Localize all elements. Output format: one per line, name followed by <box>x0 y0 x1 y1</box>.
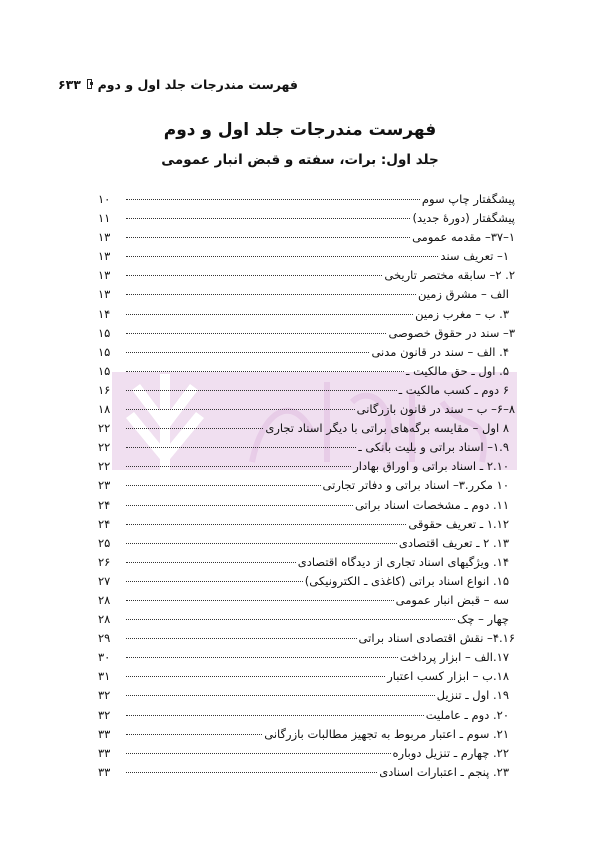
toc-entry[interactable] <box>98 247 515 266</box>
dot-leader <box>126 524 406 525</box>
toc-entry-page-number: ۱۵ <box>98 344 111 359</box>
dot-leader <box>126 466 351 467</box>
toc-entry-title: ۳. ب – مغرب زمین <box>415 306 509 321</box>
dot-leader <box>126 734 262 735</box>
toc-entry-title: ۱۵. انواع اسناد براتی (کاغذی ـ الکترونیکی) <box>304 573 509 588</box>
toc-entry[interactable] <box>98 438 515 457</box>
toc-entry-page-number: ۲۲ <box>98 421 111 436</box>
toc-entry-title: ۲. ۲– سابقه مختصر تاریخی <box>384 268 515 283</box>
toc-entry[interactable] <box>98 400 515 419</box>
toc-entry-page-number: ۱۸ <box>98 402 111 417</box>
toc-entry-page-number: ۳۰ <box>98 650 111 665</box>
toc-entry[interactable] <box>98 381 515 400</box>
toc-entry-title: ۲۱. سوم ـ اعتبار مربوط به تجهیز مطالبات بازرگانی <box>264 726 509 741</box>
toc-entry[interactable] <box>98 305 515 324</box>
toc-entry[interactable] <box>98 572 515 591</box>
dot-leader <box>126 199 420 200</box>
toc-entry[interactable] <box>98 457 515 476</box>
page-title: فهرست مندرجات جلد اول و دوم <box>163 120 437 140</box>
toc-entry-title: چهار – چک <box>457 612 509 627</box>
dot-leader <box>126 275 382 276</box>
toc-entry[interactable] <box>98 476 515 495</box>
dot-leader <box>126 600 394 601</box>
toc-entry-title: سه – قبض انبار عمومی <box>395 592 509 607</box>
dot-leader <box>126 352 369 353</box>
toc-entry-page-number: ۲۹ <box>98 631 111 646</box>
toc-entry[interactable] <box>98 190 515 209</box>
toc-entry-title: ۱.۱۲ ـ تعریف حقوقی <box>408 516 509 531</box>
toc-entry-title: ۱۷.الف – ابزار پرداخت <box>399 650 509 665</box>
dot-leader <box>126 294 416 295</box>
running-header-page-number: ۶۳۳ <box>58 76 81 92</box>
table-of-contents <box>98 190 515 782</box>
dot-leader <box>126 695 435 696</box>
toc-entry-page-number: ۳۱ <box>98 669 111 684</box>
toc-entry[interactable] <box>98 667 515 686</box>
toc-entry-title: ۵. اول ـ حق مالکیت ـ <box>406 363 509 378</box>
dot-leader <box>126 581 303 582</box>
dot-leader <box>126 676 385 677</box>
toc-entry-title: ۳– سند در حقوق خصوصی <box>388 325 515 340</box>
toc-entry-title: ۱۳. ۲ ـ تعریف اقتصادی <box>398 535 509 550</box>
dot-leader <box>126 638 357 639</box>
toc-entry-page-number: ۲۶ <box>98 554 111 569</box>
toc-entry-title: ۸ اول – مقایسه برگه‌های براتی با دیگر اسناد تجاری <box>265 421 509 436</box>
toc-entry-title: ۸–۶– ب – سند در قانون بازرگانی <box>356 402 515 417</box>
toc-entry[interactable] <box>98 706 515 725</box>
toc-entry-title: ۱۱. دوم ـ مشخصات اسناد براتی <box>354 497 509 512</box>
toc-entry-page-number: ۱۵ <box>98 325 111 340</box>
toc-entry-page-number: ۳۲ <box>98 688 111 703</box>
dot-leader <box>126 409 355 410</box>
toc-entry-title: ۲.۱۰ ـ اسناد براتی و اوراق بهادار <box>353 459 509 474</box>
running-header-text: فهرست مندرجات جلد اول و دوم <box>97 76 298 92</box>
dot-leader <box>126 390 397 391</box>
toc-entry-title: ۱۹. اول ـ تنزیل <box>436 688 509 703</box>
dot-leader <box>126 314 413 315</box>
toc-entry-title: ۱۴. ویژگیهای اسناد تجاری از دیدگاه اقتصادی <box>297 554 509 569</box>
toc-entry[interactable] <box>98 534 515 553</box>
toc-entry-title: ۱– تعریف سند <box>440 249 509 264</box>
toc-entry[interactable] <box>98 648 515 667</box>
dot-leader <box>126 772 377 773</box>
dot-leader <box>126 485 321 486</box>
section-title: جلد اول: برات، سفته و قبض انبار عمومی <box>161 152 439 168</box>
toc-entry-page-number: ۱۱ <box>98 211 111 226</box>
toc-entry[interactable] <box>98 209 515 228</box>
toc-entry-title: ۲۳. پنجم ـ اعتبارات اسنادی <box>379 764 509 779</box>
toc-entry-page-number: ۲۲ <box>98 440 111 455</box>
dot-leader <box>126 237 410 238</box>
toc-entry-page-number: ۲۳ <box>98 478 111 493</box>
dot-leader <box>126 447 356 448</box>
toc-entry[interactable] <box>98 228 515 247</box>
dot-leader <box>126 619 455 620</box>
dot-leader <box>126 218 410 219</box>
toc-entry-page-number: ۱۰ <box>98 192 111 206</box>
dot-leader <box>126 715 424 716</box>
toc-entry[interactable] <box>98 686 515 705</box>
toc-entry-page-number: ۳۲ <box>98 707 111 722</box>
toc-entry-title: ۴. الف – سند در قانون مدنی <box>371 344 509 359</box>
toc-entry[interactable] <box>98 610 515 629</box>
toc-entry-page-number: ۳۳ <box>98 726 111 741</box>
toc-entry[interactable] <box>98 515 515 534</box>
toc-entry-page-number: ۲۵ <box>98 535 111 550</box>
boxed-square-icon <box>87 79 92 89</box>
dot-leader <box>126 371 404 372</box>
toc-entry-title: ۱۸.ب – ابزار کسب اعتبار <box>387 669 509 684</box>
toc-entry[interactable] <box>98 419 515 438</box>
toc-entry-title: ۲۰. دوم ـ عاملیت <box>425 707 509 722</box>
toc-entry-title: الف – مشرق زمین <box>418 287 509 302</box>
toc-entry[interactable] <box>98 725 515 744</box>
toc-entry-title: ۱–۳۷– مقدمه عمومی <box>412 230 515 245</box>
toc-entry-title: پیشگفتار چاپ سوم <box>421 192 515 206</box>
toc-entry-page-number: ۲۸ <box>98 612 111 627</box>
toc-entry-page-number: ۱۴ <box>98 306 111 321</box>
toc-entry[interactable] <box>98 343 515 362</box>
toc-entry-title: ۴.۱۶– نقش اقتصادی اسناد براتی <box>358 631 515 646</box>
toc-entry[interactable] <box>98 285 515 304</box>
toc-entry-title: پیشگفتار (دورهٔ جدید) <box>412 211 515 226</box>
toc-entry-page-number: ۱۵ <box>98 363 111 378</box>
toc-entry-page-number: ۲۷ <box>98 573 111 588</box>
toc-entry[interactable] <box>98 362 515 381</box>
toc-entry-page-number: ۲۴ <box>98 497 111 512</box>
toc-entry-page-number: ۳۳ <box>98 745 111 760</box>
toc-entry[interactable] <box>98 266 515 285</box>
toc-entry-page-number: ۱۳ <box>98 268 111 283</box>
toc-entry-page-number: ۲۲ <box>98 459 111 474</box>
toc-entry[interactable] <box>98 553 515 572</box>
dot-leader <box>126 562 296 563</box>
toc-entry[interactable] <box>98 496 515 515</box>
toc-entry-page-number: ۱۳ <box>98 230 111 245</box>
toc-entry[interactable] <box>98 324 515 343</box>
dot-leader <box>126 256 438 257</box>
toc-entry-page-number: ۲۸ <box>98 592 111 607</box>
toc-entry-title: ۶ دوم ـ کسب مالکیت ـ <box>398 382 509 397</box>
dot-leader <box>126 543 397 544</box>
toc-entry[interactable] <box>98 629 515 648</box>
toc-entry-title: ۱۰ مکرر.۳– اسناد براتی و دفاتر تجارتی <box>322 478 509 493</box>
dot-leader <box>126 753 391 754</box>
dot-leader <box>126 505 353 506</box>
toc-entry-title: ۲۲. چهارم ـ تنزیل دوباره <box>392 745 509 760</box>
toc-entry-page-number: ۳۳ <box>98 764 111 779</box>
dot-leader <box>126 657 398 658</box>
toc-entry-page-number: ۱۳ <box>98 249 111 264</box>
dot-leader <box>126 428 263 429</box>
toc-entry[interactable] <box>98 744 515 763</box>
toc-entry[interactable] <box>98 763 515 782</box>
running-header <box>58 74 298 94</box>
toc-entry-page-number: ۱۶ <box>98 382 111 397</box>
toc-entry[interactable] <box>98 591 515 610</box>
toc-entry-page-number: ۲۴ <box>98 516 111 531</box>
toc-entry-title: ۱.۹– اسناد براتی و بلیت بانکی ـ <box>358 440 509 455</box>
toc-entry-page-number: ۱۳ <box>98 287 111 302</box>
dot-leader <box>126 333 386 334</box>
